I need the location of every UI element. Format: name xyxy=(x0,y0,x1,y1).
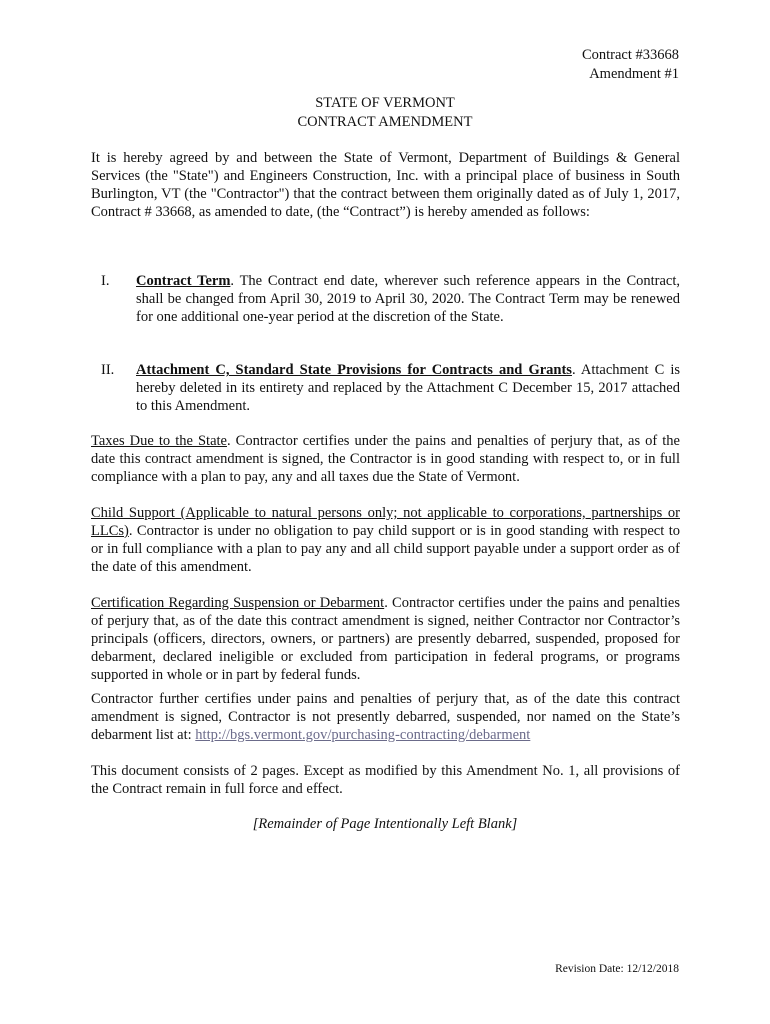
item-heading: Contract Term xyxy=(136,273,231,289)
contract-header xyxy=(582,46,679,84)
certification-text: . Contractor certifies under the pains and penalties of perjury that, as of the date this contract amendment is signed, neither Contractor nor Contractor’s principals (officers, directors, owners, or partners) are presently debarred, suspended, proposed for debarment, declared ineligible or excluded from participation in federal programs, or programs supported in whole or in part by federal funds. xyxy=(91,595,680,683)
taxes-heading: Taxes Due to the State xyxy=(91,433,227,449)
item-content xyxy=(136,361,680,415)
title-line-2: CONTRACT AMENDMENT xyxy=(297,114,473,130)
contract-number: Contract #33668 xyxy=(581,47,679,63)
document-title xyxy=(0,94,770,132)
intro-paragraph: It is hereby agreed by and between the State of Vermont, Department of Buildings & General Services (the "State") and Engineers Construction, Inc. with a principal place of business in South Burlington, VT (the "Contractor") that the contract between them originally dated as of July 1, 2017, Contract # 33668, as amended to date, (the “Contract”) is hereby amended as follows: xyxy=(91,150,680,220)
taxes-section xyxy=(91,432,680,486)
pages-note: This document consists of 2 pages. Except as modified by this Amendment No. 1, all provisions of the Contract remain in full force and effect. xyxy=(91,763,680,797)
item-numeral: II. xyxy=(101,362,115,378)
item-heading: Attachment C, Standard State Provisions for Contracts and Grants xyxy=(136,362,572,378)
item-numeral: I. xyxy=(101,273,110,289)
child-support-text: . Contractor is under no obligation to pay child support or is in good standing with respect to or in full compliance with a plan to pay any and all child support payable under a support order as of the date of this amendment. xyxy=(91,523,680,575)
further-text: Contractor further certifies under pains and penalties of perjury that, as of the date this contract amendment is signed, Contractor is not presently debarred, suspended, nor named on the State’s debarment list at: xyxy=(91,691,680,743)
debarment-list-link[interactable]: http://bgs.vermont.gov/purchasing-contracting/debarment xyxy=(195,727,531,743)
amendment-item-1 xyxy=(91,272,680,326)
item-text: . Attachment C is hereby deleted in its entirety and replaced by the Attachment C December 15, 2017 attached to this Amendment. xyxy=(136,362,680,414)
child-support-section xyxy=(91,504,680,576)
remainder-note: [Remainder of Page Intentionally Left Blank] xyxy=(252,816,518,832)
revision-date: Revision Date: 12/12/2018 xyxy=(555,963,679,975)
amendment-number: Amendment #1 xyxy=(589,66,679,82)
amendment-item-2 xyxy=(91,361,680,415)
item-content xyxy=(136,272,680,326)
taxes-text: . Contractor certifies under the pains and penalties of perjury that, as of the date this contract amendment is signed, the Contractor is in good standing with respect to, or in full compliance with a plan to pay, any and all taxes due the State of Vermont. xyxy=(91,433,680,485)
child-support-heading: Child Support (Applicable to natural persons only; not applicable to corporations, partnerships or LLCs) xyxy=(91,505,680,539)
certification-section xyxy=(91,594,680,684)
further-certification-section xyxy=(91,690,680,744)
certification-heading: Certification Regarding Suspension or Debarment xyxy=(91,595,385,611)
item-text: . The Contract end date, wherever such reference appears in the Contract, shall be changed from April 30, 2019 to April 30, 2020. The Contract Term may be renewed for one additional one-year period at the discretion of the State. xyxy=(136,273,681,325)
title-line-1: STATE OF VERMONT xyxy=(315,95,455,111)
